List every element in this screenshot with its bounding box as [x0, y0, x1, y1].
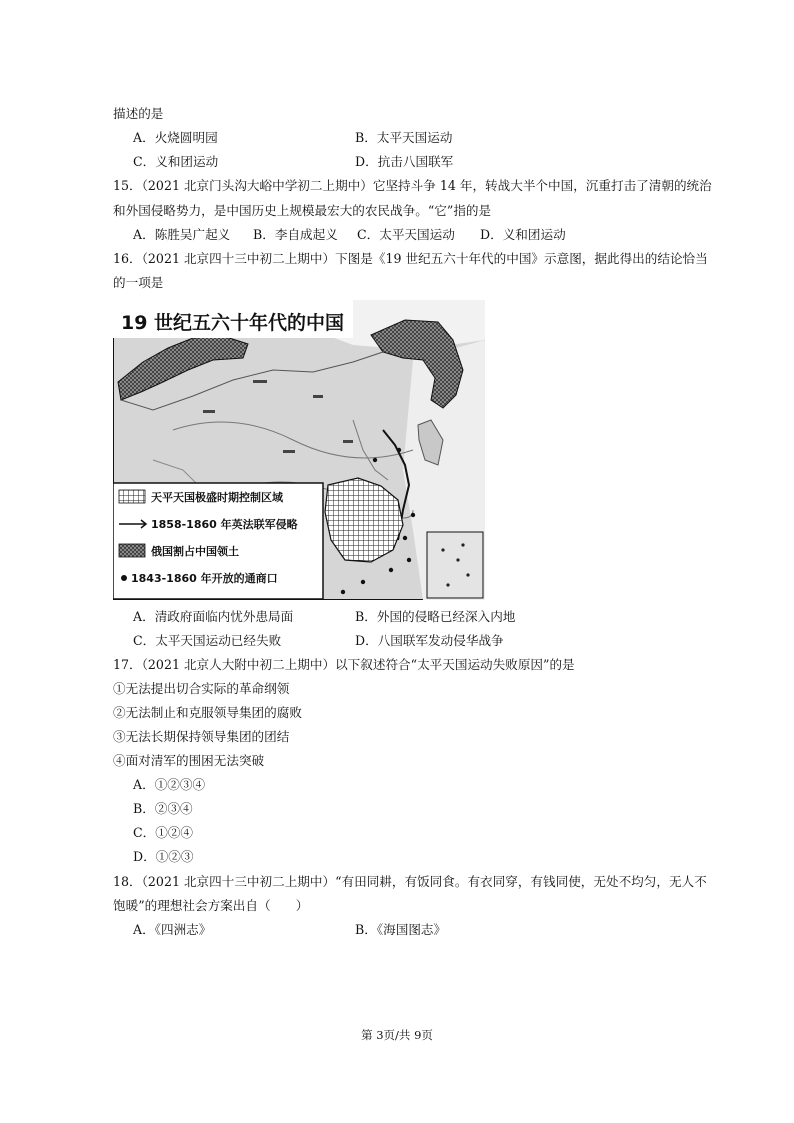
legend-invasion: 1858-1860 年英法联军侵略	[151, 518, 298, 531]
q17-option-b: B．②③④	[133, 801, 193, 816]
q15-option-c: C．太平天国运动	[357, 227, 455, 242]
q18-option-b: B．《海国图志》	[355, 922, 447, 937]
q16-option-d: D．八国联军发动侵华战争	[355, 633, 504, 648]
legend-russia: 俄国割占中国领土	[151, 545, 239, 558]
q14-option-d: D．抗击八国联军	[355, 154, 454, 169]
china-19th-century-map	[113, 300, 485, 600]
q17-option-c: C．①②④	[133, 825, 194, 840]
legend-ports: 1843-1860 年开放的通商口	[131, 572, 278, 585]
q15-option-b: B．李自成起义	[253, 227, 338, 242]
q14-option-a: A．火烧圆明园	[133, 130, 218, 145]
q17-stem: 17．（2021 北京人大附中初二上期中）以下叙述符合“太平天国运动失败原因”的是	[113, 657, 575, 672]
q16-option-b: B．外国的侵略已经深入内地	[355, 609, 516, 624]
q16-stem-line1: 16．（2021 北京四十三中初二上期中）下图是《19 世纪五六十年代的中国》示意图，据此得出的结论恰当	[113, 251, 708, 266]
page-number: 第 3页/共 9页	[361, 1028, 433, 1042]
map-title: 19 世纪五六十年代的中国	[121, 312, 345, 334]
q18-option-a: A．《四洲志》	[133, 922, 212, 937]
q17-statement-4: ④面对清军的围困无法突破	[113, 753, 265, 768]
q14-option-c: C．义和团运动	[133, 154, 219, 169]
q18-stem-line2: 饱暖”的理想社会方案出自（ ）	[113, 898, 309, 913]
q17-option-a: A．①②③④	[133, 777, 206, 792]
q15-option-a: A．陈胜吴广起义	[133, 227, 231, 242]
q18-stem-line1: 18．（2021 北京四十三中初二上期中）“有田同耕，有饭同食。有衣同穿，有钱同使，无处不均匀，无人不	[113, 874, 707, 889]
q15-option-d: D．义和团运动	[480, 227, 566, 242]
q14-stem-tail: 描述的是	[113, 106, 164, 121]
inset-map	[427, 532, 483, 598]
q16-option-c: C．太平天国运动已经失败	[133, 633, 282, 648]
q15-stem-line2: 和外国侵略势力，是中国历史上规模最宏大的农民战争。“它”指的是	[113, 203, 492, 218]
q17-statement-1: ①无法提出切合实际的革命纲领	[113, 681, 290, 696]
q16-option-a: A．清政府面临内忧外患局面	[133, 609, 294, 624]
q17-statement-2: ②无法制止和克服领导集团的腐败	[113, 705, 302, 720]
q15-stem-line1: 15．（2021 北京门头沟大峪中学初二上期中）它坚持斗争 14 年，转战大半个中国，沉重打击了清朝的统治	[113, 178, 712, 193]
q17-option-d: D．①②③	[133, 849, 194, 864]
q14-option-b: B．太平天国运动	[355, 130, 453, 145]
legend-taiping: 天平天国极盛时期控制区域	[151, 491, 283, 504]
q16-stem-line2: 的一项是	[113, 275, 164, 290]
q17-statement-3: ③无法长期保持领导集团的团结	[113, 729, 290, 744]
